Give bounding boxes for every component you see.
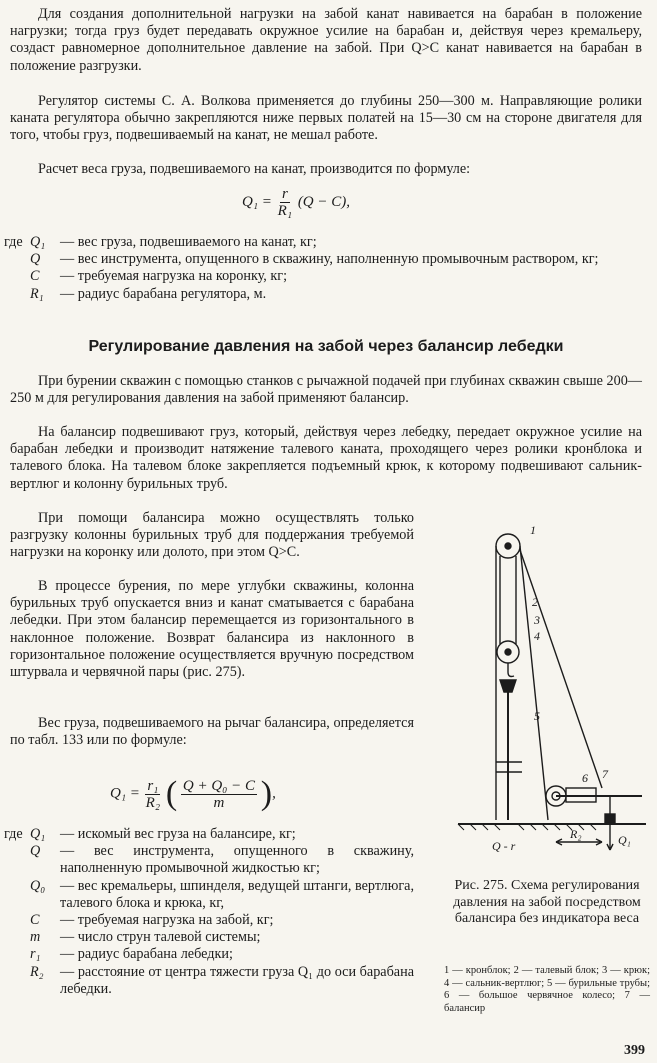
- paragraph-unloading: При помощи балансира можно осуществлять только разгрузку колонны бурильных труб для поддержания требуемой нагрузки на коронку или долото, при этом Q>C.: [10, 510, 414, 561]
- paragraph-drilling: При бурении скважин с помощью станков с рычажной подачей при глубинах скважин свыше 200—250 м для регулирования давления на забой применяют балансир.: [10, 373, 642, 407]
- definition-symbol: R₁: [30, 285, 44, 302]
- definition-symbol: Q₁: [30, 234, 46, 250]
- definition-symbol: Q₁: [30, 826, 46, 842]
- definition-row: [4, 268, 642, 285]
- formula-2: [110, 775, 276, 813]
- mast-right-leg: [520, 546, 548, 820]
- figure-legend: 1 — кронблок; 2 — талевый блок; 3 — крюк; 4 — сальник-вертлюг; 5 — бурильные трубы; 6 — большое червячное колесо; 7 — балансир: [444, 965, 650, 1014]
- figure-275-diagram: [452, 520, 652, 860]
- definition-row: [4, 826, 414, 843]
- definition-text: — расстояние от центра тяжести груза Q₁ до оси барабана лебедки.: [60, 963, 414, 997]
- figure-label-7: 7: [602, 767, 608, 781]
- formula-2-lhs: Q₁ =: [110, 785, 140, 802]
- definitions-2: [4, 826, 414, 998]
- definition-text: — вес инструмента, опущенного в скважину, наполненную промывочной жидкостью кг;: [60, 843, 414, 877]
- definition-row: [4, 878, 414, 912]
- definition-prefix: [4, 946, 30, 963]
- definition-text: — требуемая нагрузка на забой, кг;: [60, 912, 274, 929]
- definition-text: — число струн талевой системы;: [60, 929, 261, 946]
- formula-2-fraction-2: [181, 778, 257, 811]
- definition-prefix: где: [4, 826, 23, 842]
- formula-1-fraction: [276, 186, 294, 219]
- definition-row: [4, 929, 414, 946]
- definition-row: [4, 234, 642, 251]
- formula-2-denominator-2: m: [213, 794, 225, 811]
- definition-text: — требуемая нагрузка на коронку, кг;: [60, 268, 288, 285]
- formula-2-numerator-2: Q + Q₀ − C: [182, 777, 256, 794]
- definition-prefix: где: [4, 234, 23, 250]
- definition-symbol: r₁: [30, 946, 41, 963]
- figure-label-6: 6: [582, 771, 588, 785]
- formula-1-numerator: r: [281, 186, 288, 202]
- definition-symbol: C: [30, 912, 40, 929]
- definition-symbol: m: [30, 929, 41, 946]
- definition-row: [4, 251, 642, 268]
- definition-prefix: [4, 964, 30, 998]
- formula-2-numerator-1: r₁: [147, 777, 159, 794]
- definition-prefix: [4, 843, 30, 877]
- paragraph-process: В процессе бурения, по мере углубки скважины, колонна бурильных труб опускается вниз и канат сматывается с барабана лебедки. При этом балансир перемещается из горизонтального в наклонное положение. Возврат балансира из наклонного в горизонтальное положение осуществляется вручную посредством штурвала и червячной пары (рис. 275).: [10, 578, 414, 681]
- definition-text: — искомый вес груза на балансире, кг;: [60, 826, 296, 842]
- definition-text: — радиус барабана регулятора, м.: [60, 285, 267, 302]
- formula-2-denominator-1: R₂: [145, 794, 161, 811]
- definition-text: — вес груза, подвешиваемого на канат, кг;: [60, 234, 317, 250]
- definition-text: — вес инструмента, опущенного в скважину, наполненную промывочным раствором, кг;: [60, 251, 599, 268]
- definition-row: [4, 964, 414, 998]
- crown-block-axle: [505, 543, 511, 549]
- formula-1-lhs: Q₁ =: [242, 193, 272, 210]
- formula-1-rhs: (Q − C),: [297, 193, 351, 210]
- page-number: 399: [624, 1043, 645, 1058]
- paragraph-weight: Вес груза, подвешиваемого на рычаг балансира, определяется по табл. 133 или по формуле:: [10, 715, 414, 749]
- figure-label-3: 3: [534, 613, 540, 627]
- definition-prefix: [4, 268, 30, 285]
- definition-text: — вес кремальеры, шпинделя, ведущей штанги, вертлюга, талевого блока и крюка, кг,: [60, 877, 415, 911]
- weight: [605, 814, 615, 824]
- definition-prefix: [4, 929, 30, 946]
- definition-prefix: [4, 878, 30, 912]
- formula-2-paren-close: ): [260, 775, 273, 812]
- travelling-block-axle: [505, 649, 511, 655]
- figure-label-q1: Q₁: [618, 833, 631, 847]
- paragraph-regulator: Регулятор системы С. А. Волкова применяется до глубины 250—300 м. Направляющие ролики каната регулятора обычно закрепляются ниже первых полатей на 15—30 см на стороне двигателя для того, чтобы груз, подвешиваемый на канат, не мешал работе.: [10, 93, 642, 144]
- definition-prefix: [4, 251, 30, 268]
- formula-2-fraction-1: [144, 778, 162, 811]
- definition-symbol: C: [30, 268, 40, 285]
- definition-prefix: [4, 912, 30, 929]
- definition-text: — радиус барабана лебедки;: [60, 946, 233, 963]
- paragraph-balancer: На балансир подвешивают груз, который, действуя через лебедку, передает окружное усилие на барабан лебедки и производит натяжение талевого каната, проходящего через ролики кронблока и талевого блока. На талевом блоке закрепляется подъемный крюк, к которому подвешивают сальник-вертлюг и колонну бурильных труб.: [10, 424, 642, 492]
- figure-caption: Рис. 275. Схема регулирования давления на забой посредством балансира без индикатора веса: [453, 878, 641, 926]
- formula-2-tail: ,: [272, 785, 276, 802]
- formula-1-denominator: R₁: [277, 203, 293, 219]
- figure-label-5: 5: [534, 709, 540, 723]
- definition-symbol: Q₀: [30, 877, 46, 894]
- figure-label-r2: R₂: [570, 827, 582, 841]
- definition-prefix: [4, 286, 30, 303]
- swivel: [500, 680, 516, 692]
- section-heading: Регулирование давления на забой через балансир лебедки: [88, 338, 564, 355]
- figure-label-4: 4: [534, 629, 540, 643]
- definition-row: [4, 286, 642, 303]
- definition-symbol: R₂: [30, 963, 44, 980]
- paragraph-formula-intro: Расчет веса груза, подвешиваемого на канат, производится по формуле:: [38, 161, 471, 177]
- paragraph-load: Для создания дополнительной нагрузки на забой канат навивается на барабан в положение нагрузки; тогда груз будет передавать окружное усилие на барабан и, действуя через кремальеру, создаст равномерное дополнительное давление на забой. При Q>C канат навивается на барабан в положение разгрузки.: [10, 6, 642, 74]
- definition-symbol: Q: [30, 843, 41, 860]
- definition-row: [4, 912, 414, 929]
- figure-label-2: 2: [532, 595, 538, 609]
- hook: [508, 663, 514, 677]
- definition-symbol: Q: [30, 251, 41, 268]
- definitions-1: [4, 234, 642, 303]
- definition-row: [4, 843, 414, 877]
- figure-label-1: 1: [530, 523, 536, 537]
- figure-label-q-r: Q - r: [492, 839, 516, 853]
- formula-2-paren-open: (: [165, 775, 178, 812]
- formula-1: [242, 186, 350, 219]
- definition-row: [4, 946, 414, 963]
